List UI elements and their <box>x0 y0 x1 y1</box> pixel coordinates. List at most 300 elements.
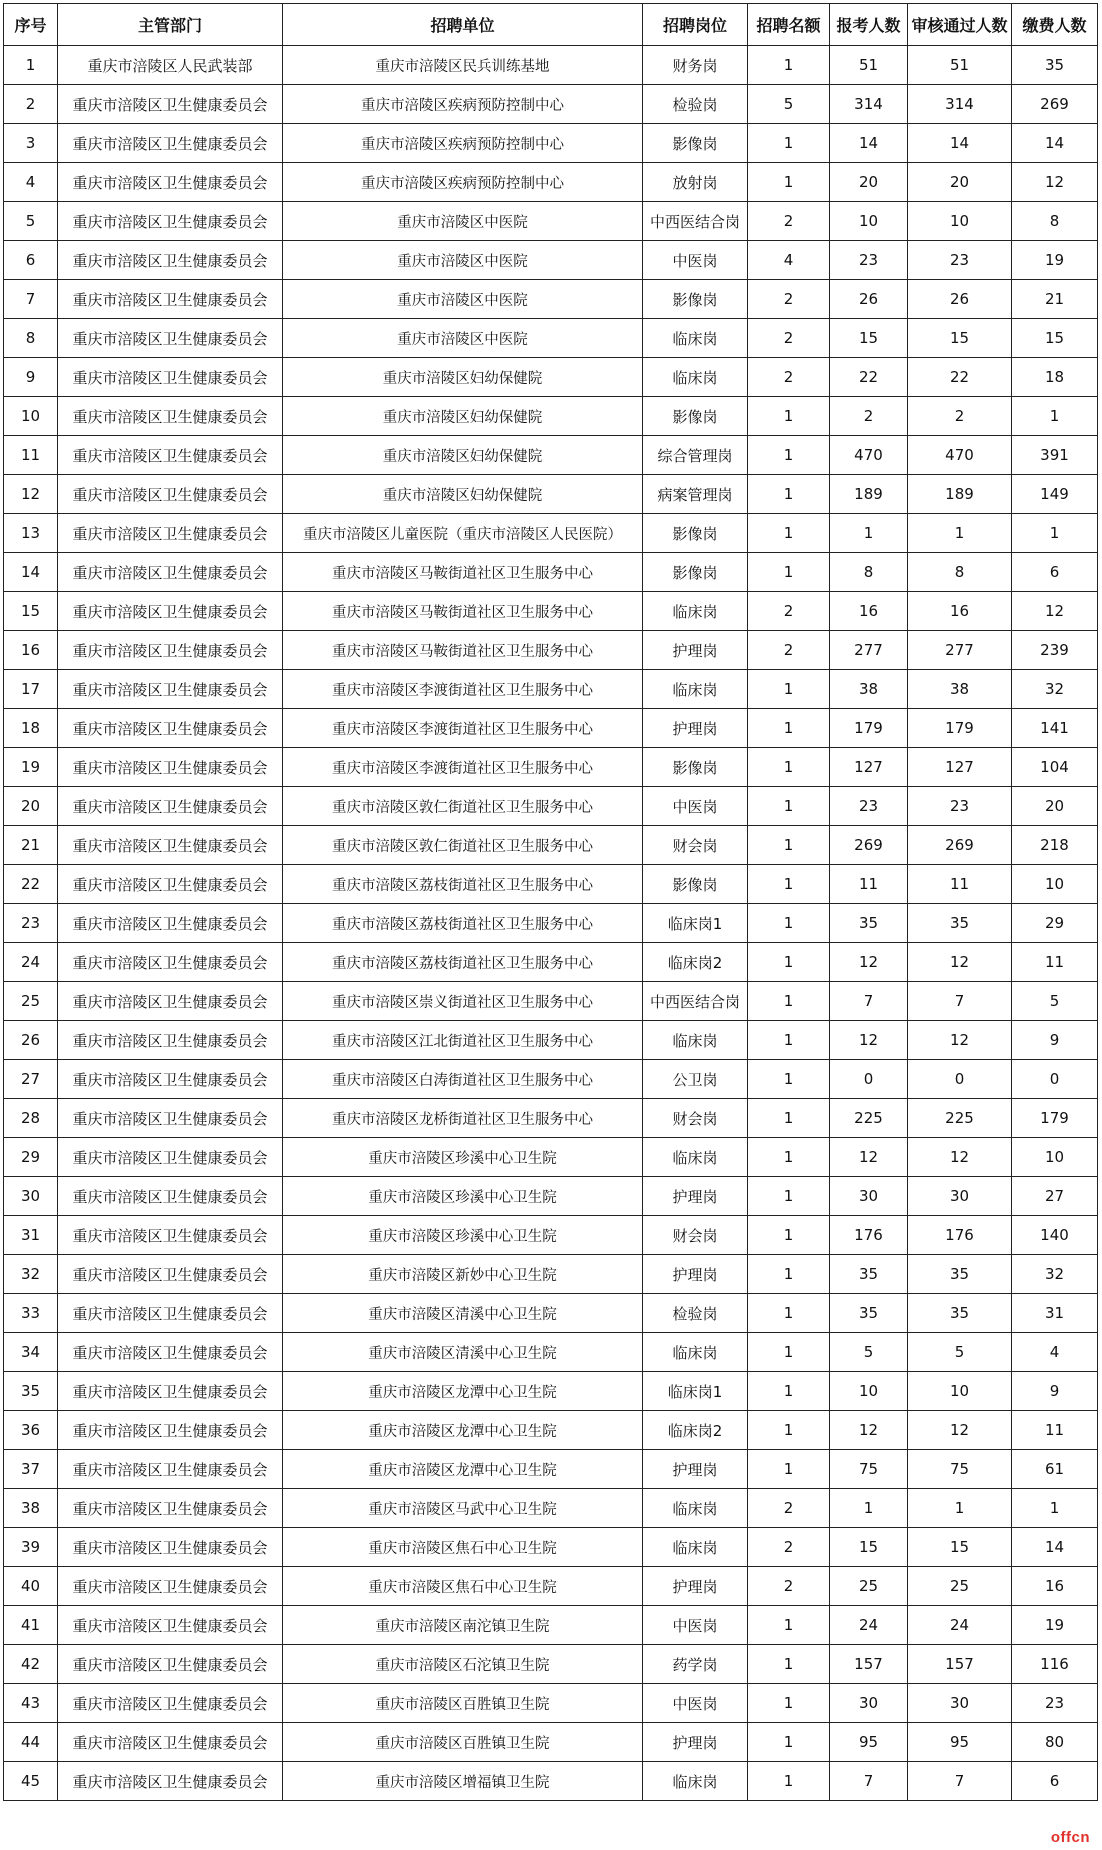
cell-approved: 25 <box>908 1567 1012 1606</box>
table-row <box>4 826 1098 865</box>
cell-position: 财务岗 <box>643 46 748 85</box>
cell-paid: 218 <box>1012 826 1098 865</box>
cell-paid: 10 <box>1012 865 1098 904</box>
cell-department: 重庆市涪陵区卫生健康委员会 <box>58 1489 283 1528</box>
cell-applicants: 2 <box>830 397 908 436</box>
table-row <box>4 124 1098 163</box>
cell-approved: 23 <box>908 787 1012 826</box>
cell-position: 公卫岗 <box>643 1060 748 1099</box>
cell-paid: 6 <box>1012 1762 1098 1801</box>
cell-quota: 1 <box>748 1333 830 1372</box>
cell-paid: 29 <box>1012 904 1098 943</box>
cell-paid: 8 <box>1012 202 1098 241</box>
table-row <box>4 1606 1098 1645</box>
cell-paid: 21 <box>1012 280 1098 319</box>
cell-approved: 1 <box>908 514 1012 553</box>
cell-approved: 35 <box>908 904 1012 943</box>
cell-index: 13 <box>4 514 58 553</box>
table-row <box>4 670 1098 709</box>
cell-quota: 1 <box>748 1177 830 1216</box>
table-row <box>4 1645 1098 1684</box>
cell-applicants: 470 <box>830 436 908 475</box>
cell-department: 重庆市涪陵区卫生健康委员会 <box>58 1177 283 1216</box>
cell-applicants: 10 <box>830 1372 908 1411</box>
cell-employer: 重庆市涪陵区民兵训练基地 <box>283 46 643 85</box>
cell-quota: 2 <box>748 1528 830 1567</box>
cell-paid: 9 <box>1012 1021 1098 1060</box>
cell-approved: 1 <box>908 1489 1012 1528</box>
cell-applicants: 127 <box>830 748 908 787</box>
table-row <box>4 709 1098 748</box>
cell-employer: 重庆市涪陵区马鞍街道社区卫生服务中心 <box>283 553 643 592</box>
cell-employer: 重庆市涪陵区清溪中心卫生院 <box>283 1294 643 1333</box>
cell-index: 9 <box>4 358 58 397</box>
cell-employer: 重庆市涪陵区妇幼保健院 <box>283 397 643 436</box>
cell-index: 12 <box>4 475 58 514</box>
cell-paid: 149 <box>1012 475 1098 514</box>
cell-index: 41 <box>4 1606 58 1645</box>
cell-position: 临床岗 <box>643 1762 748 1801</box>
cell-department: 重庆市涪陵区卫生健康委员会 <box>58 1138 283 1177</box>
cell-department: 重庆市涪陵区卫生健康委员会 <box>58 1060 283 1099</box>
cell-position: 临床岗 <box>643 1333 748 1372</box>
cell-applicants: 7 <box>830 1762 908 1801</box>
table-row <box>4 1723 1098 1762</box>
cell-paid: 35 <box>1012 46 1098 85</box>
cell-index: 3 <box>4 124 58 163</box>
cell-department: 重庆市涪陵区卫生健康委员会 <box>58 1021 283 1060</box>
table-row <box>4 475 1098 514</box>
cell-department: 重庆市涪陵区卫生健康委员会 <box>58 1684 283 1723</box>
cell-employer: 重庆市涪陵区中医院 <box>283 241 643 280</box>
cell-approved: 189 <box>908 475 1012 514</box>
cell-position: 临床岗2 <box>643 943 748 982</box>
cell-applicants: 225 <box>830 1099 908 1138</box>
cell-paid: 19 <box>1012 241 1098 280</box>
cell-position: 临床岗 <box>643 358 748 397</box>
cell-approved: 12 <box>908 943 1012 982</box>
table-row <box>4 1216 1098 1255</box>
cell-index: 5 <box>4 202 58 241</box>
cell-paid: 27 <box>1012 1177 1098 1216</box>
cell-approved: 38 <box>908 670 1012 709</box>
cell-employer: 重庆市涪陵区妇幼保健院 <box>283 475 643 514</box>
cell-department: 重庆市涪陵区卫生健康委员会 <box>58 1450 283 1489</box>
cell-quota: 1 <box>748 1255 830 1294</box>
cell-approved: 15 <box>908 1528 1012 1567</box>
cell-position: 中西医结合岗 <box>643 982 748 1021</box>
table-row <box>4 1060 1098 1099</box>
cell-applicants: 277 <box>830 631 908 670</box>
cell-index: 8 <box>4 319 58 358</box>
cell-approved: 157 <box>908 1645 1012 1684</box>
cell-position: 临床岗 <box>643 1528 748 1567</box>
cell-employer: 重庆市涪陵区清溪中心卫生院 <box>283 1333 643 1372</box>
cell-approved: 10 <box>908 202 1012 241</box>
cell-quota: 1 <box>748 1372 830 1411</box>
cell-quota: 4 <box>748 241 830 280</box>
cell-approved: 314 <box>908 85 1012 124</box>
cell-employer: 重庆市涪陵区中医院 <box>283 202 643 241</box>
table-row <box>4 1567 1098 1606</box>
cell-quota: 1 <box>748 1684 830 1723</box>
cell-department: 重庆市涪陵区卫生健康委员会 <box>58 670 283 709</box>
cell-applicants: 75 <box>830 1450 908 1489</box>
cell-quota: 1 <box>748 1762 830 1801</box>
cell-paid: 20 <box>1012 787 1098 826</box>
cell-employer: 重庆市涪陵区马鞍街道社区卫生服务中心 <box>283 592 643 631</box>
cell-position: 中医岗 <box>643 1606 748 1645</box>
cell-index: 39 <box>4 1528 58 1567</box>
cell-applicants: 10 <box>830 202 908 241</box>
table-row <box>4 1255 1098 1294</box>
cell-position: 病案管理岗 <box>643 475 748 514</box>
cell-paid: 15 <box>1012 319 1098 358</box>
cell-index: 24 <box>4 943 58 982</box>
cell-position: 影像岗 <box>643 280 748 319</box>
table-header-row <box>4 4 1098 46</box>
cell-quota: 1 <box>748 943 830 982</box>
cell-position: 临床岗 <box>643 1489 748 1528</box>
cell-employer: 重庆市涪陵区白涛街道社区卫生服务中心 <box>283 1060 643 1099</box>
cell-quota: 2 <box>748 280 830 319</box>
cell-employer: 重庆市涪陵区李渡街道社区卫生服务中心 <box>283 709 643 748</box>
cell-quota: 1 <box>748 1021 830 1060</box>
cell-department: 重庆市涪陵区卫生健康委员会 <box>58 709 283 748</box>
cell-applicants: 23 <box>830 787 908 826</box>
cell-employer: 重庆市涪陵区敦仁街道社区卫生服务中心 <box>283 826 643 865</box>
cell-department: 重庆市涪陵区卫生健康委员会 <box>58 280 283 319</box>
cell-paid: 9 <box>1012 1372 1098 1411</box>
table-row <box>4 46 1098 85</box>
cell-quota: 1 <box>748 865 830 904</box>
cell-quota: 1 <box>748 1723 830 1762</box>
cell-paid: 14 <box>1012 124 1098 163</box>
cell-employer: 重庆市涪陵区妇幼保健院 <box>283 436 643 475</box>
cell-employer: 重庆市涪陵区南沱镇卫生院 <box>283 1606 643 1645</box>
cell-index: 14 <box>4 553 58 592</box>
cell-index: 25 <box>4 982 58 1021</box>
cell-applicants: 16 <box>830 592 908 631</box>
cell-index: 38 <box>4 1489 58 1528</box>
cell-position: 综合管理岗 <box>643 436 748 475</box>
cell-index: 44 <box>4 1723 58 1762</box>
cell-index: 28 <box>4 1099 58 1138</box>
cell-quota: 1 <box>748 670 830 709</box>
cell-applicants: 269 <box>830 826 908 865</box>
cell-applicants: 179 <box>830 709 908 748</box>
cell-paid: 18 <box>1012 358 1098 397</box>
cell-approved: 5 <box>908 1333 1012 1372</box>
cell-applicants: 0 <box>830 1060 908 1099</box>
cell-approved: 7 <box>908 982 1012 1021</box>
cell-quota: 1 <box>748 397 830 436</box>
header-paid: 缴费人数 <box>1012 4 1098 46</box>
cell-approved: 0 <box>908 1060 1012 1099</box>
cell-quota: 1 <box>748 1450 830 1489</box>
cell-paid: 12 <box>1012 592 1098 631</box>
cell-applicants: 51 <box>830 46 908 85</box>
table-row <box>4 85 1098 124</box>
cell-approved: 14 <box>908 124 1012 163</box>
cell-paid: 140 <box>1012 1216 1098 1255</box>
cell-position: 临床岗1 <box>643 1372 748 1411</box>
cell-position: 影像岗 <box>643 397 748 436</box>
cell-quota: 2 <box>748 319 830 358</box>
cell-index: 1 <box>4 46 58 85</box>
cell-position: 财会岗 <box>643 826 748 865</box>
cell-applicants: 12 <box>830 1138 908 1177</box>
cell-applicants: 20 <box>830 163 908 202</box>
cell-quota: 5 <box>748 85 830 124</box>
cell-department: 重庆市涪陵区卫生健康委员会 <box>58 982 283 1021</box>
cell-position: 检验岗 <box>643 1294 748 1333</box>
cell-position: 影像岗 <box>643 865 748 904</box>
cell-applicants: 1 <box>830 514 908 553</box>
cell-department: 重庆市涪陵区卫生健康委员会 <box>58 1645 283 1684</box>
cell-approved: 12 <box>908 1021 1012 1060</box>
cell-approved: 7 <box>908 1762 1012 1801</box>
cell-paid: 0 <box>1012 1060 1098 1099</box>
cell-department: 重庆市涪陵区卫生健康委员会 <box>58 1411 283 1450</box>
cell-applicants: 25 <box>830 1567 908 1606</box>
cell-index: 19 <box>4 748 58 787</box>
cell-applicants: 189 <box>830 475 908 514</box>
cell-quota: 1 <box>748 124 830 163</box>
cell-quota: 1 <box>748 787 830 826</box>
cell-department: 重庆市涪陵区卫生健康委员会 <box>58 865 283 904</box>
cell-applicants: 35 <box>830 1255 908 1294</box>
cell-quota: 1 <box>748 1606 830 1645</box>
cell-paid: 104 <box>1012 748 1098 787</box>
cell-position: 临床岗 <box>643 1021 748 1060</box>
table-row <box>4 436 1098 475</box>
cell-employer: 重庆市涪陵区珍溪中心卫生院 <box>283 1216 643 1255</box>
cell-employer: 重庆市涪陵区增福镇卫生院 <box>283 1762 643 1801</box>
cell-position: 财会岗 <box>643 1216 748 1255</box>
cell-index: 23 <box>4 904 58 943</box>
cell-employer: 重庆市涪陵区江北街道社区卫生服务中心 <box>283 1021 643 1060</box>
table-row <box>4 202 1098 241</box>
cell-index: 2 <box>4 85 58 124</box>
cell-department: 重庆市涪陵区卫生健康委员会 <box>58 358 283 397</box>
cell-approved: 75 <box>908 1450 1012 1489</box>
table-row <box>4 163 1098 202</box>
cell-department: 重庆市涪陵区卫生健康委员会 <box>58 1255 283 1294</box>
table-row <box>4 1450 1098 1489</box>
cell-position: 护理岗 <box>643 1177 748 1216</box>
table-row <box>4 1762 1098 1801</box>
cell-department: 重庆市涪陵区卫生健康委员会 <box>58 904 283 943</box>
cell-paid: 6 <box>1012 553 1098 592</box>
offcn-watermark: offcn <box>1050 1829 1090 1846</box>
cell-position: 护理岗 <box>643 1450 748 1489</box>
cell-employer: 重庆市涪陵区荔枝街道社区卫生服务中心 <box>283 865 643 904</box>
table-row <box>4 397 1098 436</box>
cell-department: 重庆市涪陵区卫生健康委员会 <box>58 1723 283 1762</box>
cell-employer: 重庆市涪陵区龙潭中心卫生院 <box>283 1372 643 1411</box>
cell-position: 临床岗 <box>643 319 748 358</box>
cell-applicants: 30 <box>830 1177 908 1216</box>
cell-position: 护理岗 <box>643 631 748 670</box>
cell-employer: 重庆市涪陵区焦石中心卫生院 <box>283 1567 643 1606</box>
cell-quota: 1 <box>748 904 830 943</box>
cell-applicants: 7 <box>830 982 908 1021</box>
cell-employer: 重庆市涪陵区新妙中心卫生院 <box>283 1255 643 1294</box>
cell-approved: 24 <box>908 1606 1012 1645</box>
cell-employer: 重庆市涪陵区荔枝街道社区卫生服务中心 <box>283 943 643 982</box>
table-row <box>4 319 1098 358</box>
cell-quota: 1 <box>748 1060 830 1099</box>
cell-paid: 269 <box>1012 85 1098 124</box>
cell-applicants: 24 <box>830 1606 908 1645</box>
cell-position: 临床岗1 <box>643 904 748 943</box>
cell-position: 临床岗 <box>643 1138 748 1177</box>
cell-index: 34 <box>4 1333 58 1372</box>
table-row <box>4 553 1098 592</box>
cell-index: 42 <box>4 1645 58 1684</box>
cell-quota: 1 <box>748 1411 830 1450</box>
cell-department: 重庆市涪陵区卫生健康委员会 <box>58 1372 283 1411</box>
table-row <box>4 1528 1098 1567</box>
cell-department: 重庆市涪陵区卫生健康委员会 <box>58 475 283 514</box>
cell-index: 37 <box>4 1450 58 1489</box>
cell-employer: 重庆市涪陵区龙桥街道社区卫生服务中心 <box>283 1099 643 1138</box>
cell-department: 重庆市涪陵区卫生健康委员会 <box>58 553 283 592</box>
cell-quota: 1 <box>748 514 830 553</box>
cell-approved: 22 <box>908 358 1012 397</box>
cell-applicants: 22 <box>830 358 908 397</box>
cell-employer: 重庆市涪陵区崇义街道社区卫生服务中心 <box>283 982 643 1021</box>
cell-employer: 重庆市涪陵区李渡街道社区卫生服务中心 <box>283 748 643 787</box>
cell-department: 重庆市涪陵区卫生健康委员会 <box>58 592 283 631</box>
cell-quota: 1 <box>748 1138 830 1177</box>
cell-quota: 2 <box>748 1567 830 1606</box>
table-row <box>4 1489 1098 1528</box>
cell-employer: 重庆市涪陵区石沱镇卫生院 <box>283 1645 643 1684</box>
header-quota: 招聘名额 <box>748 4 830 46</box>
cell-paid: 32 <box>1012 670 1098 709</box>
cell-position: 药学岗 <box>643 1645 748 1684</box>
cell-index: 22 <box>4 865 58 904</box>
cell-paid: 391 <box>1012 436 1098 475</box>
table-row <box>4 358 1098 397</box>
cell-applicants: 95 <box>830 1723 908 1762</box>
cell-applicants: 15 <box>830 1528 908 1567</box>
cell-paid: 19 <box>1012 1606 1098 1645</box>
cell-department: 重庆市涪陵区卫生健康委员会 <box>58 124 283 163</box>
cell-applicants: 14 <box>830 124 908 163</box>
cell-index: 33 <box>4 1294 58 1333</box>
cell-employer: 重庆市涪陵区马武中心卫生院 <box>283 1489 643 1528</box>
cell-department: 重庆市涪陵区卫生健康委员会 <box>58 1216 283 1255</box>
cell-department: 重庆市涪陵区卫生健康委员会 <box>58 514 283 553</box>
table-row <box>4 1411 1098 1450</box>
table-row <box>4 1099 1098 1138</box>
cell-applicants: 38 <box>830 670 908 709</box>
header-index: 序号 <box>4 4 58 46</box>
cell-quota: 1 <box>748 553 830 592</box>
table-row <box>4 904 1098 943</box>
cell-position: 财会岗 <box>643 1099 748 1138</box>
cell-approved: 12 <box>908 1411 1012 1450</box>
cell-applicants: 30 <box>830 1684 908 1723</box>
cell-employer: 重庆市涪陵区龙潭中心卫生院 <box>283 1450 643 1489</box>
cell-index: 6 <box>4 241 58 280</box>
cell-quota: 2 <box>748 202 830 241</box>
cell-quota: 1 <box>748 748 830 787</box>
cell-index: 31 <box>4 1216 58 1255</box>
cell-paid: 23 <box>1012 1684 1098 1723</box>
cell-department: 重庆市涪陵区卫生健康委员会 <box>58 319 283 358</box>
cell-approved: 179 <box>908 709 1012 748</box>
cell-index: 45 <box>4 1762 58 1801</box>
table-row <box>4 514 1098 553</box>
cell-quota: 1 <box>748 475 830 514</box>
table-row <box>4 982 1098 1021</box>
cell-paid: 80 <box>1012 1723 1098 1762</box>
cell-applicants: 5 <box>830 1333 908 1372</box>
table-row <box>4 631 1098 670</box>
cell-approved: 20 <box>908 163 1012 202</box>
cell-approved: 8 <box>908 553 1012 592</box>
cell-department: 重庆市涪陵区人民武装部 <box>58 46 283 85</box>
cell-position: 中医岗 <box>643 1684 748 1723</box>
cell-employer: 重庆市涪陵区百胜镇卫生院 <box>283 1723 643 1762</box>
table-row <box>4 1333 1098 1372</box>
cell-approved: 2 <box>908 397 1012 436</box>
cell-index: 43 <box>4 1684 58 1723</box>
cell-approved: 11 <box>908 865 1012 904</box>
cell-approved: 35 <box>908 1255 1012 1294</box>
cell-paid: 1 <box>1012 397 1098 436</box>
cell-employer: 重庆市涪陵区焦石中心卫生院 <box>283 1528 643 1567</box>
cell-index: 20 <box>4 787 58 826</box>
cell-position: 影像岗 <box>643 514 748 553</box>
cell-position: 护理岗 <box>643 1255 748 1294</box>
cell-applicants: 23 <box>830 241 908 280</box>
cell-index: 27 <box>4 1060 58 1099</box>
cell-paid: 16 <box>1012 1567 1098 1606</box>
cell-department: 重庆市涪陵区卫生健康委员会 <box>58 1762 283 1801</box>
cell-position: 中医岗 <box>643 241 748 280</box>
cell-position: 临床岗 <box>643 670 748 709</box>
cell-paid: 4 <box>1012 1333 1098 1372</box>
cell-index: 15 <box>4 592 58 631</box>
cell-paid: 10 <box>1012 1138 1098 1177</box>
cell-department: 重庆市涪陵区卫生健康委员会 <box>58 1528 283 1567</box>
cell-index: 36 <box>4 1411 58 1450</box>
cell-employer: 重庆市涪陵区疾病预防控制中心 <box>283 163 643 202</box>
cell-approved: 15 <box>908 319 1012 358</box>
cell-position: 检验岗 <box>643 85 748 124</box>
cell-position: 护理岗 <box>643 1567 748 1606</box>
cell-applicants: 176 <box>830 1216 908 1255</box>
cell-approved: 470 <box>908 436 1012 475</box>
cell-paid: 1 <box>1012 514 1098 553</box>
header-position: 招聘岗位 <box>643 4 748 46</box>
cell-quota: 2 <box>748 592 830 631</box>
cell-position: 临床岗2 <box>643 1411 748 1450</box>
cell-employer: 重庆市涪陵区疾病预防控制中心 <box>283 85 643 124</box>
cell-department: 重庆市涪陵区卫生健康委员会 <box>58 1333 283 1372</box>
recruitment-table-sheet <box>3 3 1097 1801</box>
cell-paid: 239 <box>1012 631 1098 670</box>
cell-index: 29 <box>4 1138 58 1177</box>
cell-applicants: 11 <box>830 865 908 904</box>
cell-applicants: 8 <box>830 553 908 592</box>
cell-index: 35 <box>4 1372 58 1411</box>
